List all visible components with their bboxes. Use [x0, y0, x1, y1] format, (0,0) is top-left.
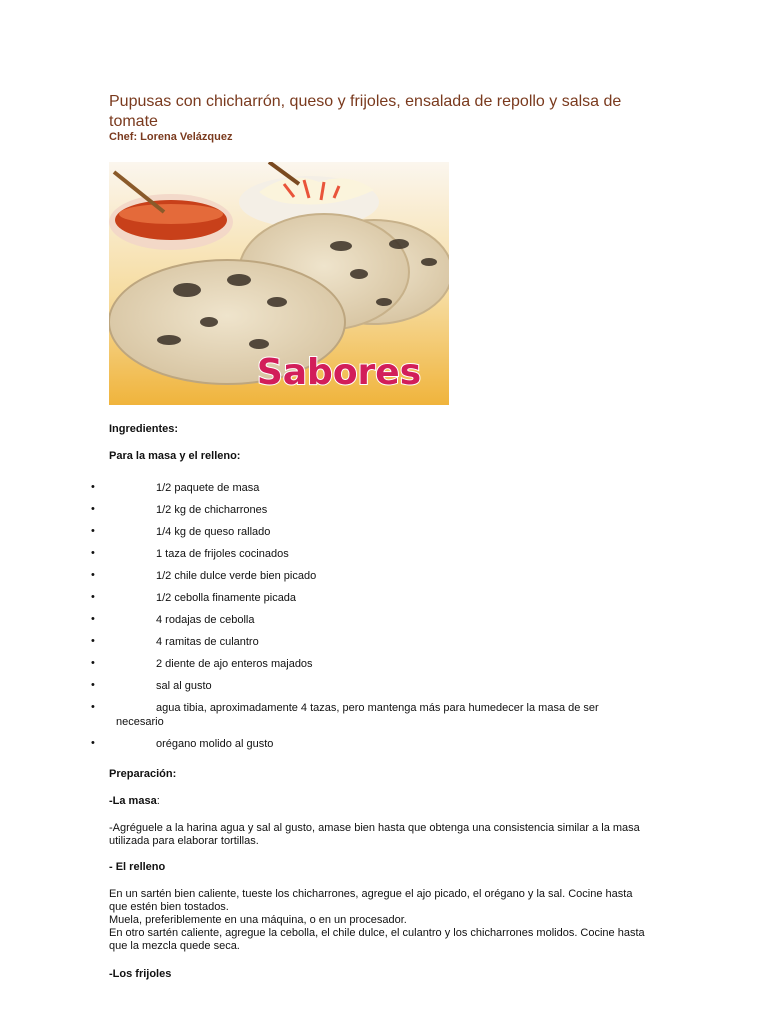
los-frijoles-heading: -Los frijoles: [109, 968, 172, 980]
bullet-icon: •: [91, 569, 95, 581]
list-item: • orégano molido al gusto: [91, 737, 274, 750]
relleno-line-1: En un sartén bien caliente, tueste los chicharrones, agregue el ajo picado, el orégano y la sal. Cocine hasta que estén bien tostados.: [109, 888, 633, 913]
list-item: • 1/2 chile dulce verde bien picado: [91, 569, 317, 582]
bullet-icon: •: [91, 525, 95, 537]
relleno-line-3: En otro sartén caliente, agregue la cebolla, el chile dulce, el culantro y los chicharrones molidos. Cocine hasta que la mezcla quede seca.: [109, 927, 645, 952]
ingredientes-heading: Ingredientes:: [109, 423, 179, 435]
pupusas-photo: [109, 162, 449, 405]
masa-relleno-heading: Para la masa y el relleno:: [109, 450, 241, 462]
recipe-title: Pupusas con chicharrón, queso y frijoles, ensalada de repollo y salsa de tomate: [109, 93, 622, 130]
masa-paragraph: -Agréguele a la harina agua y sal al gusto, amase bien hasta que obtenga una consistencia similar a la masa utilizada para elaborar tortillas.: [109, 822, 640, 847]
list-item: • agua tibia, aproximadamente 4 tazas, pero mantenga más para humedecer la masa de ser necesario: [91, 701, 599, 728]
bullet-icon: •: [91, 481, 95, 493]
list-item: • 4 rodajas de cebolla: [91, 613, 255, 626]
bullet-icon: •: [91, 591, 95, 603]
list-item: • 1/2 kg de chicharrones: [91, 503, 268, 516]
sabores-logo: Sabores: [256, 352, 422, 393]
relleno-line-2: Muela, preferiblemente en una máquina, o en un procesador.: [109, 914, 407, 926]
la-masa-heading: -La masa:: [109, 795, 160, 807]
list-item: • 1 taza de frijoles cocinados: [91, 547, 289, 560]
bullet-icon: •: [91, 679, 95, 691]
el-relleno-heading: - El relleno: [109, 861, 166, 873]
list-item: • 1/2 cebolla finamente picada: [91, 591, 297, 604]
preparacion-heading: Preparación:: [109, 768, 177, 780]
list-item: • 1/2 paquete de masa: [91, 481, 260, 494]
bullet-icon: •: [91, 701, 95, 713]
bullet-icon: •: [91, 635, 95, 647]
bullet-icon: •: [91, 503, 95, 515]
ingredients-list: [0, 481, 768, 751]
relleno-paragraph: [109, 888, 649, 953]
bullet-icon: •: [91, 657, 95, 669]
list-item: • 1/4 kg de queso rallado: [91, 525, 271, 538]
bullet-icon: •: [91, 613, 95, 625]
list-item: • 2 diente de ajo enteros majados: [91, 657, 313, 670]
bullet-icon: •: [91, 547, 95, 559]
pupusas-illustration: [109, 162, 449, 405]
bullet-icon: •: [91, 737, 95, 749]
list-item: • 4 ramitas de culantro: [91, 635, 259, 648]
list-item: • sal al gusto: [91, 679, 212, 692]
chef-name: Chef: Lorena Velázquez: [109, 131, 233, 143]
